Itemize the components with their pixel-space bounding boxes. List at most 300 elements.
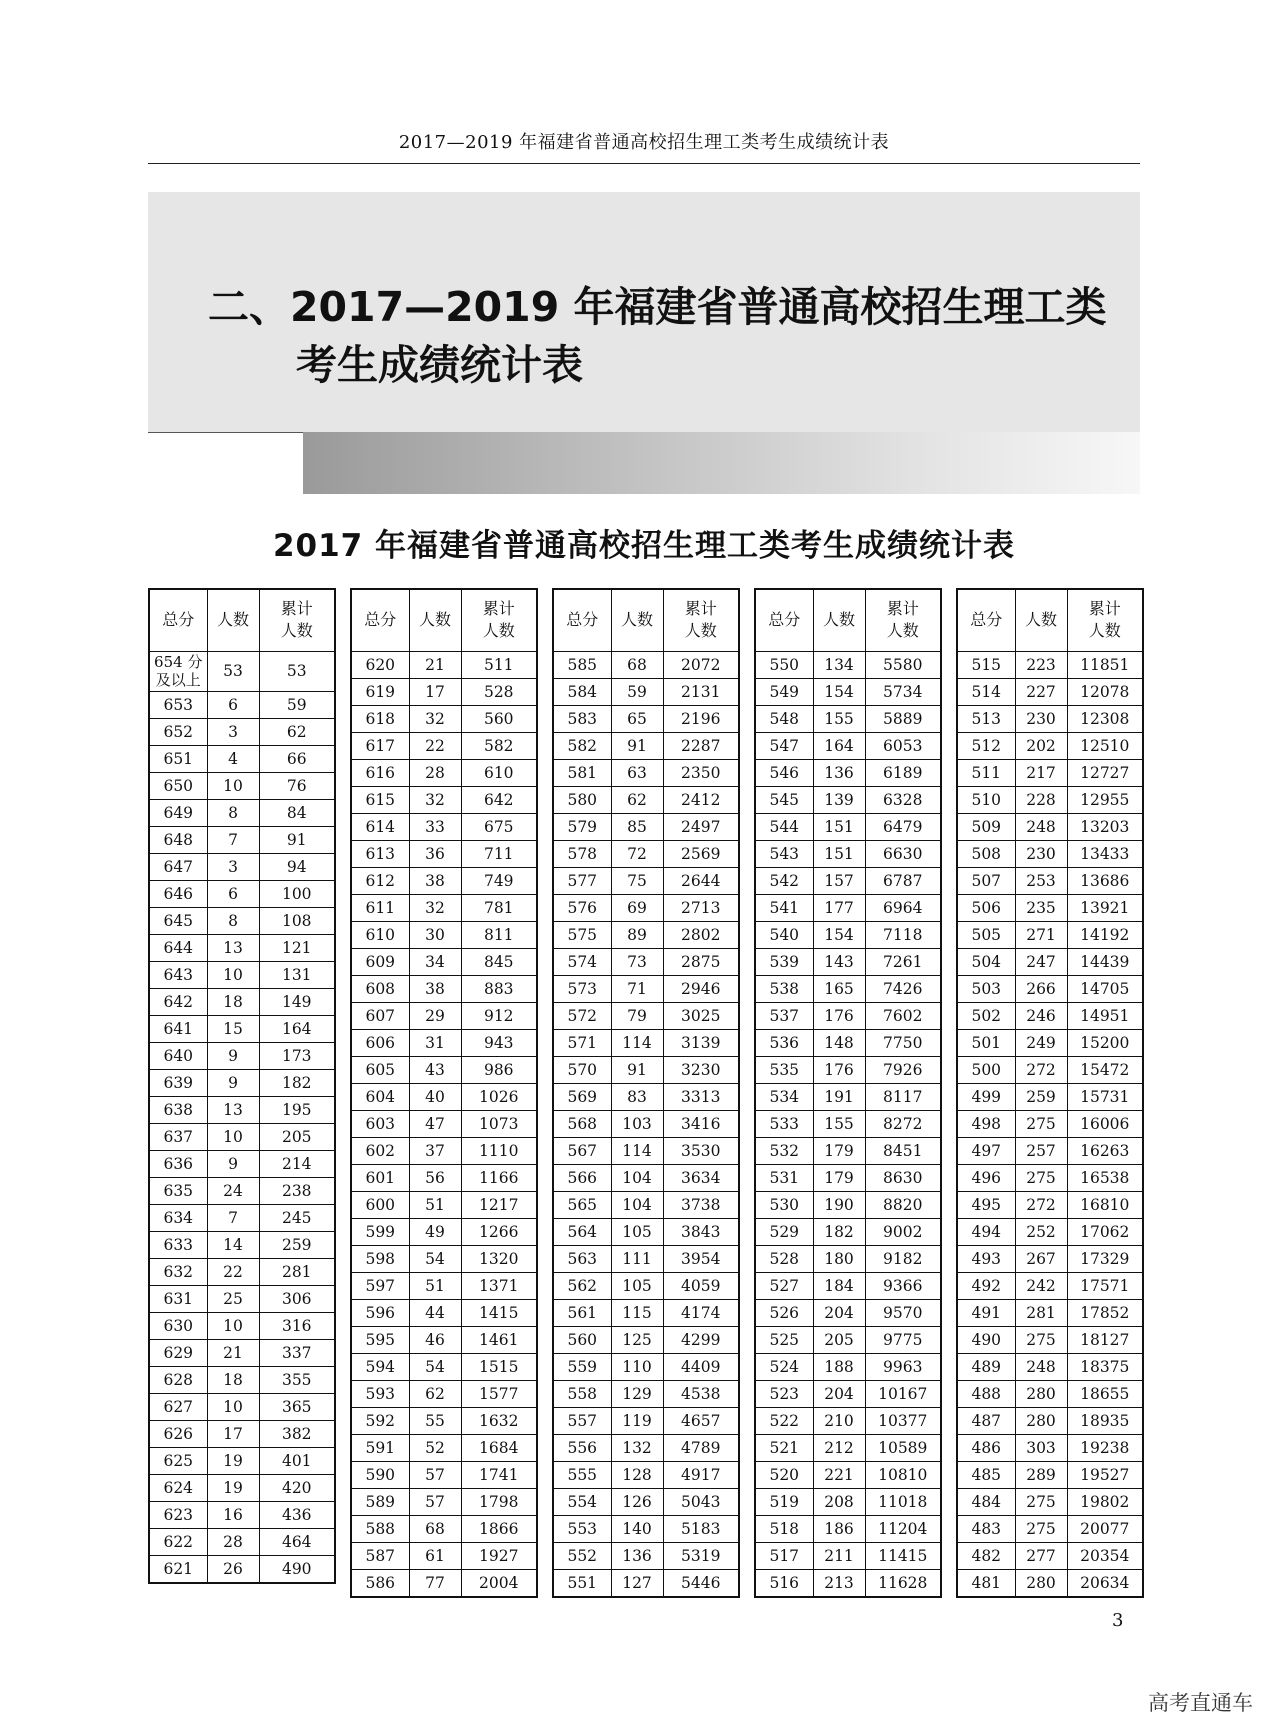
- score-table-1: [148, 588, 336, 1584]
- page-number: 3: [1112, 1610, 1124, 1631]
- table-row: [553, 1407, 739, 1434]
- cell-count: 114: [611, 1029, 663, 1056]
- table-row: [149, 772, 335, 799]
- cell-score: 530: [755, 1191, 813, 1218]
- cell-count: 28: [207, 1528, 259, 1555]
- cell-cumulative: 7261: [865, 948, 941, 975]
- cell-score: 654 分 及以上: [149, 651, 207, 691]
- cell-cumulative: 245: [259, 1204, 335, 1231]
- cell-cumulative: 13921: [1067, 894, 1143, 921]
- cell-score: 527: [755, 1272, 813, 1299]
- table-row: [553, 651, 739, 678]
- table-row: [553, 1245, 739, 1272]
- table-row: [149, 1150, 335, 1177]
- cell-count: 143: [813, 948, 865, 975]
- cell-cumulative: 3025: [663, 1002, 739, 1029]
- cell-score: 639: [149, 1069, 207, 1096]
- cell-score: 522: [755, 1407, 813, 1434]
- cell-score: 578: [553, 840, 611, 867]
- cell-count: 271: [1015, 921, 1067, 948]
- cell-count: 89: [611, 921, 663, 948]
- table-row: [351, 1515, 537, 1542]
- cell-score: 612: [351, 867, 409, 894]
- table-row: [351, 651, 537, 678]
- cell-cumulative: 8272: [865, 1110, 941, 1137]
- table-row: [755, 759, 941, 786]
- table-row: [755, 786, 941, 813]
- cell-count: 21: [409, 651, 461, 678]
- table-row: [553, 1515, 739, 1542]
- cell-cumulative: 19238: [1067, 1434, 1143, 1461]
- table-row: [351, 1056, 537, 1083]
- table-row: [755, 1542, 941, 1569]
- cell-cumulative: 912: [461, 1002, 537, 1029]
- cell-cumulative: 1026: [461, 1083, 537, 1110]
- cell-score: 521: [755, 1434, 813, 1461]
- table-row: [553, 1191, 739, 1218]
- cell-cumulative: 12727: [1067, 759, 1143, 786]
- table-row: [351, 1380, 537, 1407]
- cell-count: 275: [1015, 1488, 1067, 1515]
- cell-score: 644: [149, 934, 207, 961]
- cell-count: 202: [1015, 732, 1067, 759]
- cell-count: 227: [1015, 678, 1067, 705]
- cell-score: 517: [755, 1542, 813, 1569]
- cell-score: 587: [351, 1542, 409, 1569]
- cell-score: 581: [553, 759, 611, 786]
- header-cumulative-line1: 累计: [1088, 599, 1121, 619]
- cell-cumulative: 1461: [461, 1326, 537, 1353]
- cell-count: 246: [1015, 1002, 1067, 1029]
- cell-cumulative: 3738: [663, 1191, 739, 1218]
- cell-score: 648: [149, 826, 207, 853]
- cell-cumulative: 8630: [865, 1164, 941, 1191]
- cell-score: 514: [957, 678, 1015, 705]
- cell-cumulative: 3843: [663, 1218, 739, 1245]
- header-cumulative-line2: 人数: [482, 621, 515, 641]
- cell-score: 498: [957, 1110, 1015, 1137]
- cell-count: 259: [1015, 1083, 1067, 1110]
- table-row: [351, 1353, 537, 1380]
- cell-cumulative: 2644: [663, 867, 739, 894]
- cell-count: 54: [409, 1245, 461, 1272]
- cell-count: 32: [409, 894, 461, 921]
- cell-cumulative: 3230: [663, 1056, 739, 1083]
- cell-score: 627: [149, 1393, 207, 1420]
- cell-count: 18: [207, 1366, 259, 1393]
- cell-count: 68: [409, 1515, 461, 1542]
- cell-count: 212: [813, 1434, 865, 1461]
- cell-score: 555: [553, 1461, 611, 1488]
- table-row: [149, 1258, 335, 1285]
- cell-score: 529: [755, 1218, 813, 1245]
- table-row: [351, 1461, 537, 1488]
- cell-count: 155: [813, 1110, 865, 1137]
- cell-cumulative: 5580: [865, 651, 941, 678]
- cell-cumulative: 1371: [461, 1272, 537, 1299]
- table-row: [553, 1326, 739, 1353]
- cell-count: 14: [207, 1231, 259, 1258]
- cell-cumulative: 131: [259, 961, 335, 988]
- cell-score: 630: [149, 1312, 207, 1339]
- cell-score: 582: [553, 732, 611, 759]
- cell-cumulative: 2072: [663, 651, 739, 678]
- cell-count: 6: [207, 691, 259, 718]
- cell-cumulative: 511: [461, 651, 537, 678]
- cell-cumulative: 337: [259, 1339, 335, 1366]
- cell-cumulative: 5734: [865, 678, 941, 705]
- table-row: [957, 1380, 1143, 1407]
- cell-cumulative: 205: [259, 1123, 335, 1150]
- cell-count: 61: [409, 1542, 461, 1569]
- cell-count: 10: [207, 961, 259, 988]
- cell-count: 105: [611, 1272, 663, 1299]
- cell-cumulative: 18655: [1067, 1380, 1143, 1407]
- cell-score: 544: [755, 813, 813, 840]
- cell-cumulative: 4657: [663, 1407, 739, 1434]
- cell-count: 155: [813, 705, 865, 732]
- cell-cumulative: 6189: [865, 759, 941, 786]
- cell-cumulative: 20077: [1067, 1515, 1143, 1542]
- cell-score: 550: [755, 651, 813, 678]
- cell-score: 642: [149, 988, 207, 1015]
- cell-count: 176: [813, 1056, 865, 1083]
- cell-count: 6: [207, 880, 259, 907]
- cell-count: 38: [409, 975, 461, 1002]
- cell-cumulative: 365: [259, 1393, 335, 1420]
- cell-count: 119: [611, 1407, 663, 1434]
- cell-count: 9: [207, 1042, 259, 1069]
- cell-cumulative: 6787: [865, 867, 941, 894]
- cell-count: 272: [1015, 1191, 1067, 1218]
- cell-score: 535: [755, 1056, 813, 1083]
- cell-cumulative: 1577: [461, 1380, 537, 1407]
- cell-score: 554: [553, 1488, 611, 1515]
- cell-score: 538: [755, 975, 813, 1002]
- cell-score: 650: [149, 772, 207, 799]
- cell-count: 164: [813, 732, 865, 759]
- table-row: [755, 1380, 941, 1407]
- cell-count: 190: [813, 1191, 865, 1218]
- cell-count: 303: [1015, 1434, 1067, 1461]
- cell-score: 483: [957, 1515, 1015, 1542]
- cell-cumulative: 464: [259, 1528, 335, 1555]
- cell-cumulative: 12078: [1067, 678, 1143, 705]
- cell-count: 266: [1015, 975, 1067, 1002]
- cell-count: 275: [1015, 1515, 1067, 1542]
- table-row: [149, 718, 335, 745]
- cell-score: 537: [755, 1002, 813, 1029]
- table-row: [553, 732, 739, 759]
- cell-cumulative: 16263: [1067, 1137, 1143, 1164]
- table-row: [957, 759, 1143, 786]
- table-row: [149, 1447, 335, 1474]
- cell-score: 616: [351, 759, 409, 786]
- cell-cumulative: 2131: [663, 678, 739, 705]
- table-row: [957, 840, 1143, 867]
- cell-score: 600: [351, 1191, 409, 1218]
- table-row: [957, 1056, 1143, 1083]
- cell-score: 641: [149, 1015, 207, 1042]
- cell-cumulative: 986: [461, 1056, 537, 1083]
- table-row: [351, 1272, 537, 1299]
- cell-score: 625: [149, 1447, 207, 1474]
- cell-count: 179: [813, 1164, 865, 1191]
- cell-cumulative: 164: [259, 1015, 335, 1042]
- table-row: [149, 1555, 335, 1583]
- cell-score: 618: [351, 705, 409, 732]
- table-row: [755, 1434, 941, 1461]
- table-row: [149, 826, 335, 853]
- cell-cumulative: 316: [259, 1312, 335, 1339]
- cell-score: 531: [755, 1164, 813, 1191]
- table-row: [957, 921, 1143, 948]
- table-row: [553, 1542, 739, 1569]
- cell-count: 26: [207, 1555, 259, 1583]
- table-row: [351, 1083, 537, 1110]
- cell-score: 551: [553, 1569, 611, 1597]
- cell-score: 631: [149, 1285, 207, 1312]
- cell-count: 65: [611, 705, 663, 732]
- cell-cumulative: 10377: [865, 1407, 941, 1434]
- cell-cumulative: 401: [259, 1447, 335, 1474]
- cell-count: 44: [409, 1299, 461, 1326]
- cell-score: 594: [351, 1353, 409, 1380]
- cell-cumulative: 3954: [663, 1245, 739, 1272]
- table-row: [755, 1353, 941, 1380]
- table-row: [755, 705, 941, 732]
- banner-gradient-bar: [303, 432, 1140, 494]
- cell-cumulative: 2802: [663, 921, 739, 948]
- table-row: [149, 1312, 335, 1339]
- cell-count: 34: [409, 948, 461, 975]
- cell-score: 606: [351, 1029, 409, 1056]
- cell-score: 513: [957, 705, 1015, 732]
- cell-score: 651: [149, 745, 207, 772]
- cell-score: 547: [755, 732, 813, 759]
- cell-count: 221: [813, 1461, 865, 1488]
- cell-count: 247: [1015, 948, 1067, 975]
- cell-cumulative: 675: [461, 813, 537, 840]
- header-cumulative: [865, 589, 941, 651]
- table-row: [553, 678, 739, 705]
- cell-score: 585: [553, 651, 611, 678]
- cell-cumulative: 149: [259, 988, 335, 1015]
- cell-score: 491: [957, 1299, 1015, 1326]
- cell-score: 572: [553, 1002, 611, 1029]
- cell-cumulative: 66: [259, 745, 335, 772]
- cell-score: 524: [755, 1353, 813, 1380]
- cell-cumulative: 749: [461, 867, 537, 894]
- cell-count: 31: [409, 1029, 461, 1056]
- cell-cumulative: 14705: [1067, 975, 1143, 1002]
- cell-cumulative: 17852: [1067, 1299, 1143, 1326]
- cell-count: 140: [611, 1515, 663, 1542]
- cell-score: 561: [553, 1299, 611, 1326]
- cell-cumulative: 11018: [865, 1488, 941, 1515]
- cell-cumulative: 9963: [865, 1353, 941, 1380]
- score-table-5: [956, 588, 1144, 1598]
- cell-cumulative: 10589: [865, 1434, 941, 1461]
- header-cumulative: [259, 589, 335, 651]
- table-row: [351, 1569, 537, 1597]
- cell-count: 105: [611, 1218, 663, 1245]
- cell-count: 69: [611, 894, 663, 921]
- table-row: [957, 813, 1143, 840]
- cell-cumulative: 20354: [1067, 1542, 1143, 1569]
- cell-score: 591: [351, 1434, 409, 1461]
- table-row: [149, 745, 335, 772]
- cell-score: 484: [957, 1488, 1015, 1515]
- cell-cumulative: 13203: [1067, 813, 1143, 840]
- table-row: [553, 975, 739, 1002]
- cell-count: 72: [611, 840, 663, 867]
- table-row: [755, 813, 941, 840]
- cell-cumulative: 10810: [865, 1461, 941, 1488]
- cell-count: 165: [813, 975, 865, 1002]
- cell-score: 586: [351, 1569, 409, 1597]
- cell-cumulative: 883: [461, 975, 537, 1002]
- cell-count: 18: [207, 988, 259, 1015]
- cell-cumulative: 17062: [1067, 1218, 1143, 1245]
- cell-cumulative: 642: [461, 786, 537, 813]
- table-row: [755, 1056, 941, 1083]
- cell-count: 52: [409, 1434, 461, 1461]
- cell-score: 548: [755, 705, 813, 732]
- cell-count: 242: [1015, 1272, 1067, 1299]
- cell-cumulative: 19527: [1067, 1461, 1143, 1488]
- cell-count: 54: [409, 1353, 461, 1380]
- cell-cumulative: 4174: [663, 1299, 739, 1326]
- cell-cumulative: 306: [259, 1285, 335, 1312]
- cell-cumulative: 6053: [865, 732, 941, 759]
- cell-count: 177: [813, 894, 865, 921]
- table-row: [755, 1110, 941, 1137]
- cell-count: 275: [1015, 1164, 1067, 1191]
- table-row: [351, 1164, 537, 1191]
- cell-cumulative: 16006: [1067, 1110, 1143, 1137]
- table-row: [755, 1515, 941, 1542]
- table-row: [755, 1137, 941, 1164]
- cell-score: 540: [755, 921, 813, 948]
- table-row: [553, 786, 739, 813]
- cell-cumulative: 781: [461, 894, 537, 921]
- table-row: [351, 759, 537, 786]
- table-row: [755, 840, 941, 867]
- cell-cumulative: 355: [259, 1366, 335, 1393]
- cell-count: 29: [409, 1002, 461, 1029]
- cell-cumulative: 18375: [1067, 1353, 1143, 1380]
- table-row: [553, 1002, 739, 1029]
- cell-count: 3: [207, 853, 259, 880]
- cell-cumulative: 7602: [865, 1002, 941, 1029]
- cell-count: 40: [409, 1083, 461, 1110]
- table-row: [351, 1326, 537, 1353]
- cell-cumulative: 53: [259, 651, 335, 691]
- cell-score: 603: [351, 1110, 409, 1137]
- table-row: [351, 975, 537, 1002]
- cell-count: 114: [611, 1137, 663, 1164]
- table-row: [351, 1407, 537, 1434]
- cell-count: 205: [813, 1326, 865, 1353]
- table-row: [553, 813, 739, 840]
- table-row: [149, 1231, 335, 1258]
- table-row: [149, 1366, 335, 1393]
- cell-count: 104: [611, 1191, 663, 1218]
- cell-count: 10: [207, 1123, 259, 1150]
- cell-score: 628: [149, 1366, 207, 1393]
- cell-score: 573: [553, 975, 611, 1002]
- cell-count: 77: [409, 1569, 461, 1597]
- cell-score: 649: [149, 799, 207, 826]
- cell-score: 541: [755, 894, 813, 921]
- table-row: [957, 1137, 1143, 1164]
- cell-count: 85: [611, 813, 663, 840]
- cell-score: 546: [755, 759, 813, 786]
- table-row: [351, 705, 537, 732]
- header-score: 总分: [351, 589, 409, 651]
- cell-count: 33: [409, 813, 461, 840]
- cell-count: 83: [611, 1083, 663, 1110]
- cell-score: 562: [553, 1272, 611, 1299]
- cell-count: 51: [409, 1191, 461, 1218]
- cell-cumulative: 4409: [663, 1353, 739, 1380]
- cell-count: 210: [813, 1407, 865, 1434]
- table-row: [553, 1029, 739, 1056]
- cell-score: 518: [755, 1515, 813, 1542]
- cell-cumulative: 711: [461, 840, 537, 867]
- table-row: [149, 1015, 335, 1042]
- cell-score: 576: [553, 894, 611, 921]
- cell-score: 552: [553, 1542, 611, 1569]
- cell-count: 71: [611, 975, 663, 1002]
- cell-count: 128: [611, 1461, 663, 1488]
- cell-count: 53: [207, 651, 259, 691]
- cell-score: 636: [149, 1150, 207, 1177]
- cell-count: 213: [813, 1569, 865, 1597]
- table-row: [957, 1461, 1143, 1488]
- cell-cumulative: 6328: [865, 786, 941, 813]
- cell-score: 501: [957, 1029, 1015, 1056]
- cell-count: 249: [1015, 1029, 1067, 1056]
- cell-cumulative: 76: [259, 772, 335, 799]
- table-title: 2017 年福建省普通高校招生理工类考生成绩统计表: [272, 528, 1016, 564]
- cell-cumulative: 8820: [865, 1191, 941, 1218]
- cell-score: 525: [755, 1326, 813, 1353]
- cell-count: 55: [409, 1407, 461, 1434]
- cell-cumulative: 5446: [663, 1569, 739, 1597]
- table-row: [755, 1272, 941, 1299]
- table-row: [553, 1434, 739, 1461]
- table-row: [957, 1110, 1143, 1137]
- cell-score: 516: [755, 1569, 813, 1597]
- cell-cumulative: 15731: [1067, 1083, 1143, 1110]
- header-score: 总分: [149, 589, 207, 651]
- table-row: [149, 1285, 335, 1312]
- cell-score: 611: [351, 894, 409, 921]
- cell-cumulative: 3139: [663, 1029, 739, 1056]
- cell-score: 623: [149, 1501, 207, 1528]
- cell-cumulative: 18935: [1067, 1407, 1143, 1434]
- cell-cumulative: 1927: [461, 1542, 537, 1569]
- cell-score: 619: [351, 678, 409, 705]
- cell-score: 515: [957, 651, 1015, 678]
- table-header-row: [755, 589, 941, 651]
- table-row: [553, 1137, 739, 1164]
- table-row: [957, 894, 1143, 921]
- table-row: [149, 799, 335, 826]
- table-row: [351, 948, 537, 975]
